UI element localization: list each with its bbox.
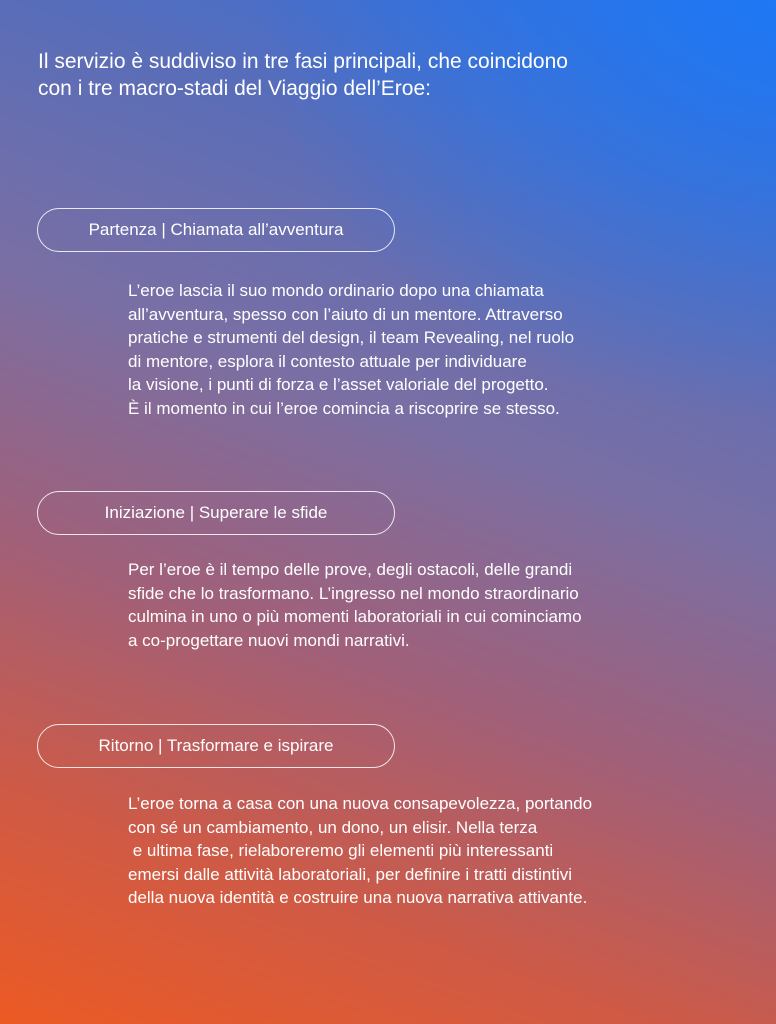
phase-description-ritorno [128,792,728,910]
phase-pill-partenza [37,208,395,252]
description-line: pratiche e strumenti del design, il team Revealing, nel ruolo [128,328,575,347]
description-line: di mentore, esplora il contesto attuale per individuare [128,351,527,371]
phase-title: Partenza | Chiamata all’avventura [88,220,344,239]
phase-description-iniziazione [128,558,728,652]
description-line: con sé un cambiamento, un dono, un elisir. Nella terza [128,817,538,837]
intro-line: con i tre macro-stadi del Viaggio dell’Eroe: [38,77,431,100]
description-line: culmina in uno o più momenti laboratoriali in cui cominciamo [128,607,582,626]
intro-text [38,48,718,102]
description-line: Per l’eroe è il tempo delle prove, degli ostacoli, delle grandi [128,560,573,579]
description-line: emersi dalle attività laboratoriali, per definire i tratti distintivi [128,864,573,884]
description-line: a co-progettare nuovi mondi narrativi. [128,630,410,650]
phase-description-partenza [128,279,728,420]
phase-title: Ritorno | Trasformare e ispirare [98,736,334,755]
description-line: la visione, i punti di forza e l’asset valoriale del progetto. [128,375,549,394]
intro-line: Il servizio è suddiviso in tre fasi principali, che coincidono [38,50,568,73]
description-line: È il momento in cui l’eroe comincia a riscoprire se stesso. [128,398,560,418]
phase-pill-ritorno [37,724,395,768]
description-line: all’avventura, spesso con l’aiuto di un mentore. Attraverso [128,304,563,324]
description-line: e ultima fase, rielaboreremo gli elementi più interessanti [128,841,554,860]
phase-pill-iniziazione [37,491,395,535]
description-line: L’eroe torna a casa con una nuova consapevolezza, portando [128,794,593,813]
description-line: L’eroe lascia il suo mondo ordinario dopo una chiamata [128,281,544,300]
phase-title: Iniziazione | Superare le sfide [104,503,328,522]
description-line: sfide che lo trasformano. L’ingresso nel mondo straordinario [128,583,579,603]
description-line: della nuova identità e costruire una nuova narrativa attivante. [128,888,588,907]
